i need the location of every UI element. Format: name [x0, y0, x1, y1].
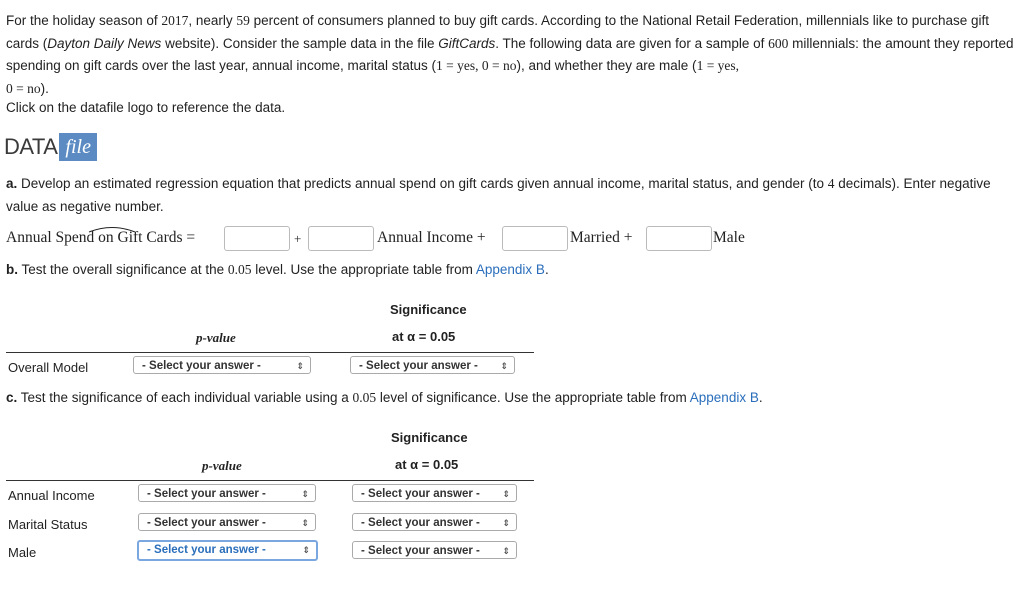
part-b-text: [6, 262, 549, 278]
updown-icon: ⇕: [301, 518, 309, 528]
intro-married-code: 1 = yes, 0 = no: [435, 58, 517, 73]
part-b-body: .: [544, 262, 549, 277]
select-text: - Select your answer -: [361, 545, 480, 557]
equation-term-male: Male: [713, 229, 745, 246]
income-coef-input[interactable]: [308, 226, 374, 251]
logo-file-text: file: [59, 133, 97, 161]
updown-icon: ⇕: [502, 546, 510, 556]
intro-text: percent of consumers planned to buy gift cards. According to the National Retail Federation, millennials like to purchase gift cards (: [6, 13, 990, 51]
appendix-b-link[interactable]: Appendix B: [475, 262, 545, 277]
marital-pvalue-select[interactable]: [138, 513, 316, 531]
equation-lhs: Annual Spend on Gift Cards =: [6, 229, 196, 246]
intro-text: For the holiday season of: [6, 13, 162, 28]
male-coef-input[interactable]: [646, 226, 712, 251]
intro-year: 2017: [161, 13, 189, 28]
select-text: - Select your answer -: [142, 360, 261, 372]
part-a-decimals: 4: [827, 176, 835, 191]
intercept-input[interactable]: [224, 226, 290, 251]
alpha-header: [395, 457, 458, 472]
select-text: - Select your answer -: [147, 488, 266, 500]
updown-icon: ⇕: [500, 361, 508, 371]
equation-plus: +: [294, 231, 302, 246]
intro-text: ), and whether they are male (: [516, 58, 697, 73]
marital-significance-select[interactable]: [352, 513, 517, 531]
table-rule: [6, 352, 534, 353]
updown-icon: ⇕: [296, 361, 304, 371]
pvalue-header: [196, 330, 236, 346]
click-instruction: Click on the datafile logo to reference the data.: [6, 100, 286, 115]
intro-file: GiftCards: [438, 35, 496, 51]
part-c-body: .: [758, 390, 763, 405]
intro-source: Dayton Daily News: [47, 35, 162, 51]
part-b-label: b.: [6, 262, 18, 277]
intro-text: ).: [40, 80, 49, 96]
part-c-body: Test the significance of each individual variable using a: [17, 390, 353, 405]
male-pvalue-select[interactable]: [137, 540, 318, 561]
part-b-body: Test the overall significance at the: [18, 262, 228, 277]
updown-icon: ⇕: [301, 489, 309, 499]
income-pvalue-select[interactable]: [138, 484, 316, 502]
logo-data-text: DATA: [4, 134, 58, 159]
overall-significance-select[interactable]: [350, 356, 515, 374]
row-label-income: Annual Income: [8, 488, 95, 503]
row-label-marital: Marital Status: [8, 517, 88, 532]
alpha-header-text: at α = 0.05: [392, 329, 456, 344]
pvalue-header: [202, 458, 242, 474]
pvalue-header-text: p-value: [196, 330, 236, 345]
hat-icon: [88, 225, 136, 233]
part-c-body: level of significance. Use the appropriate table from: [376, 390, 690, 405]
part-b-alpha: 0.05: [227, 262, 252, 277]
male-significance-select[interactable]: [352, 541, 517, 559]
part-c-text: [6, 390, 763, 406]
intro-paragraph: [6, 10, 1018, 100]
select-text: - Select your answer -: [361, 488, 480, 500]
row-label-overall: Overall Model: [8, 360, 89, 375]
intro-text: millennials: the amount they reported spending on gift cards over the last year, annual income, marital status (: [6, 35, 1014, 73]
alpha-header: [392, 329, 455, 344]
significance-header: Significance: [390, 302, 467, 317]
select-text: - Select your answer -: [147, 517, 266, 529]
datafile-logo[interactable]: [4, 132, 97, 162]
updown-icon: ⇕: [502, 489, 510, 499]
married-coef-input[interactable]: [502, 226, 568, 251]
part-a-body: decimals). Enter negative value as negative number.: [6, 176, 991, 214]
intro-sample-size: 600: [768, 35, 789, 51]
intro-male-code: 0 = no: [6, 80, 41, 96]
select-text: - Select your answer -: [361, 517, 480, 529]
intro-percent: 59: [236, 13, 250, 28]
table-rule: [6, 480, 534, 481]
row-label-male: Male: [8, 545, 37, 560]
part-a-text: [6, 173, 1018, 218]
equation-term-income: Annual Income +: [377, 229, 486, 246]
equation-term-married: Married +: [570, 229, 633, 246]
alpha-header-text: at α = 0.05: [395, 457, 459, 472]
part-c-alpha: 0.05: [352, 390, 377, 405]
intro-male-code: 1 = yes,: [696, 58, 740, 73]
part-a-label: a.: [6, 176, 18, 191]
part-b-body: level. Use the appropriate table from: [251, 262, 476, 277]
intro-text: website). Consider the sample data in the file: [161, 35, 439, 51]
updown-icon: ⇕: [302, 545, 310, 555]
overall-pvalue-select[interactable]: [133, 356, 311, 374]
part-a-body: Develop an estimated regression equation that predicts annual spend on gift cards given annual income, marital status, and gender (to: [17, 176, 828, 191]
select-text: - Select your answer -: [359, 360, 478, 372]
intro-text: , nearly: [188, 13, 237, 28]
significance-header: Significance: [391, 430, 468, 445]
select-text: - Select your answer -: [147, 544, 266, 556]
income-significance-select[interactable]: [352, 484, 517, 502]
updown-icon: ⇕: [502, 518, 510, 528]
part-c-label: c.: [6, 390, 18, 405]
appendix-b-link[interactable]: Appendix B: [689, 390, 759, 405]
intro-text: . The following data are given for a sample of: [495, 35, 769, 51]
pvalue-header-text: p-value: [202, 458, 242, 473]
